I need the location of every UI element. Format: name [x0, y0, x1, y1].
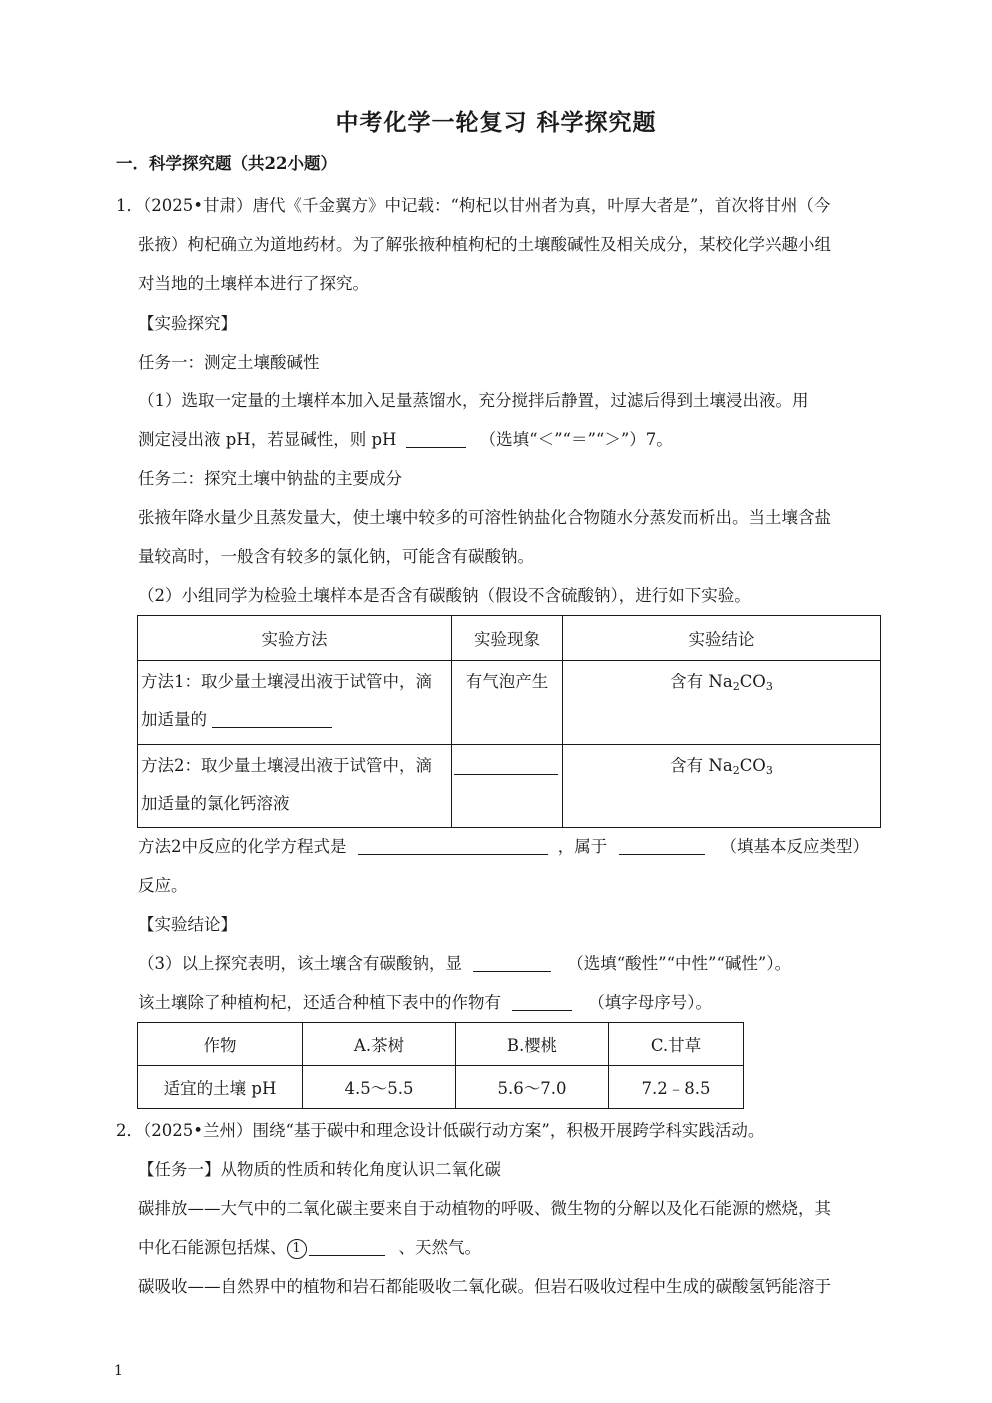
experiment-table: [137, 615, 881, 828]
answer-blank-crops[interactable]: [512, 992, 572, 1011]
part-3-line-a: （3）以上探究表明，该土壤含有碳酸钠，显 （选填“酸性”“中性”“碱性”）。: [138, 954, 792, 973]
table-header-method: 实验方法: [138, 616, 452, 661]
page-title: 中考化学一轮复习 科学探究题: [335, 109, 657, 136]
table-header-phenomenon: 实验现象: [452, 616, 563, 661]
answer-blank-phenomenon[interactable]: [454, 756, 558, 775]
crop-table-header: 作物: [138, 1023, 303, 1066]
part-2-text: （2）小组同学为检验土壤样本是否含有碳酸钠（假设不含硫酸钠），进行如下实验。: [138, 586, 751, 605]
task-two-text-a: 张掖年降水量少且蒸发量大，使土壤中较多的可溶性钠盐化合物随水分蒸发而析出。当土壤含盐: [138, 508, 831, 527]
page-number: 1: [114, 1363, 123, 1379]
part-1-line-a: （1）选取一定量的土壤样本加入足量蒸馏水，充分搅拌后静置，过滤后得到土壤浸出液。用: [138, 391, 809, 410]
ph-row-header: 适宜的土壤 pH: [138, 1066, 303, 1109]
answer-blank-fossil-fuel[interactable]: [309, 1237, 385, 1256]
answer-blank-acidity[interactable]: [473, 953, 551, 972]
crop-c: C.甘草: [609, 1023, 744, 1066]
ph-range-c: 7.2﹣8.5: [609, 1066, 744, 1109]
part-2-equation-line-b: 反应。: [138, 876, 188, 895]
part-3-line-b: 该土壤除了种植枸杞，还适合种植下表中的作物有 （填字母序号）。: [138, 993, 712, 1012]
table-cell-conclusion-1: 含有 $Na_2CO_3$: [563, 661, 881, 745]
experiment-heading: 【实验探究】: [138, 314, 237, 333]
table-cell-phenomenon-2: [452, 745, 563, 828]
crop-a: A.茶树: [303, 1023, 456, 1066]
answer-blank-equation[interactable]: [358, 836, 548, 855]
part-1-line-b: 测定浸出液 pH，若显碱性，则 pH （选填“＜”“＝”“＞”）7。: [138, 430, 673, 449]
table-cell-phenomenon-1: 有气泡产生: [452, 661, 563, 745]
section-heading: 一．科学探究题（共22小题）: [116, 154, 337, 173]
task-one: 任务一：测定土壤酸碱性: [138, 353, 320, 372]
ph-range-a: 4.5～5.5: [303, 1066, 456, 1109]
blank-number-1: 1: [287, 1239, 307, 1259]
question-number: 2．: [116, 1121, 143, 1140]
crop-ph-table: [137, 1022, 744, 1109]
question-1-line-1: 1．（2025•甘肃）唐代《千金翼方》中记载：“枸杞以甘州者为真，叶厚大者是”，首次将甘州（今: [116, 196, 831, 215]
q2-task-one: 【任务一】从物质的性质和转化角度认识二氧化碳: [138, 1160, 501, 1179]
table-cell-method-1: 方法1：取少量土壤浸出液于试管中，滴 加适量的: [138, 661, 452, 745]
q2-text-c: 碳吸收——自然界中的植物和岩石都能吸收二氧化碳。但岩石吸收过程中生成的碳酸氢钙能溶于: [138, 1277, 831, 1296]
table-cell-conclusion-2: 含有 $Na_2CO_3$: [563, 745, 881, 828]
question-number: 1．: [116, 196, 143, 215]
table-cell-method-2: 方法2：取少量土壤浸出液于试管中，滴 加适量的氯化钙溶液: [138, 745, 452, 828]
question-2-line-1: 2．（2025•兰州）围绕“基于碳中和理念设计低碳行动方案”，积极开展跨学科实践活动。: [116, 1121, 765, 1140]
table-header-conclusion: 实验结论: [563, 616, 881, 661]
q2-text-a: 碳排放——大气中的二氧化碳主要来自于动植物的呼吸、微生物的分解以及化石能源的燃烧，其: [138, 1199, 831, 1218]
q2-text-b: 中化石能源包括煤、 1 、天然气。: [138, 1238, 481, 1257]
question-1-line-3: 对当地的土壤样本进行了探究。: [138, 274, 369, 293]
answer-blank-reaction-type[interactable]: [619, 836, 705, 855]
question-1-line-2: 张掖）枸杞确立为道地药材。为了解张掖种植枸杞的土壤酸碱性及相关成分，某校化学兴趣小组: [138, 235, 831, 254]
part-2-equation-line: 方法2中反应的化学方程式是 ，属于 （填基本反应类型）: [138, 837, 869, 856]
task-two: 任务二：探究土壤中钠盐的主要成分: [138, 469, 402, 488]
answer-blank-ph[interactable]: [406, 429, 466, 448]
conclusion-heading: 【实验结论】: [138, 915, 237, 934]
crop-b: B.樱桃: [456, 1023, 609, 1066]
task-two-text-b: 量较高时，一般含有较多的氯化钠，可能含有碳酸钠。: [138, 547, 534, 566]
answer-blank-reagent[interactable]: [212, 709, 332, 728]
ph-range-b: 5.6～7.0: [456, 1066, 609, 1109]
